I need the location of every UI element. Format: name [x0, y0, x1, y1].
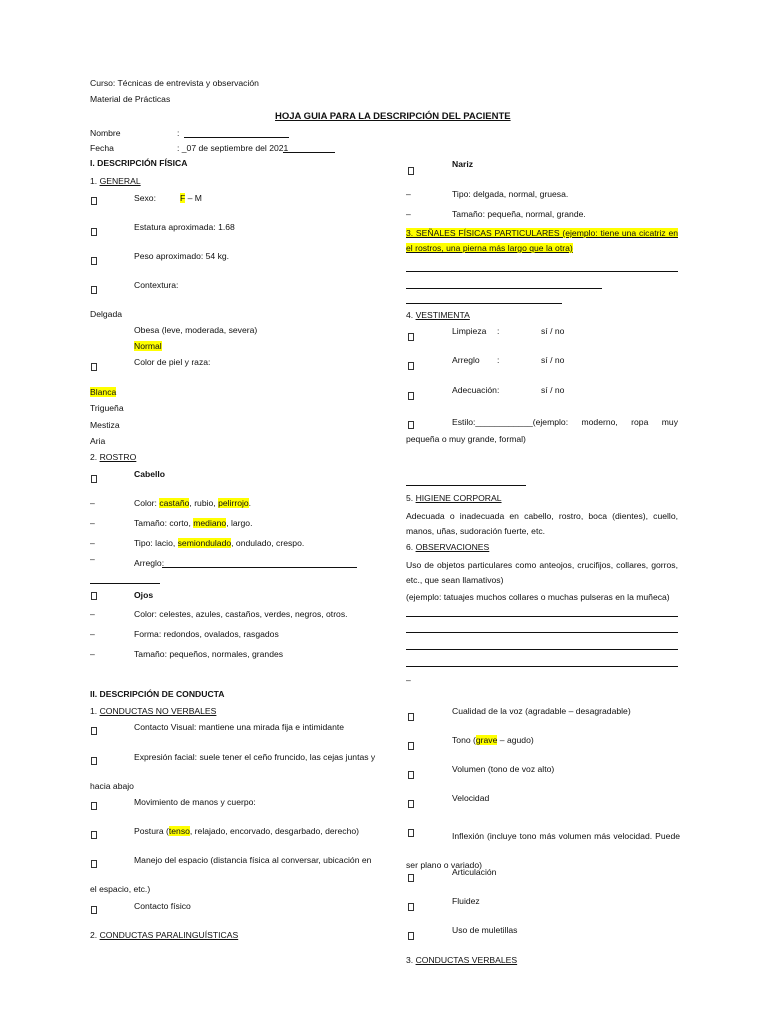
observaciones-text: Uso de objetos particulares como anteojos, crucifijos, collares, gorros, etc., que sean llamativos)	[406, 560, 678, 585]
senales-field[interactable]	[406, 288, 602, 289]
adecuacion-label: Adecuación	[452, 385, 497, 395]
checkbox-icon[interactable]	[408, 362, 414, 370]
arreglo-field[interactable]	[162, 567, 357, 568]
fecha-value: : _07 de septiembre del 2021	[177, 143, 289, 153]
fecha-label: Fecha	[90, 143, 114, 153]
hacia-abajo-text: hacia abajo	[90, 781, 134, 791]
fecha-field[interactable]	[283, 152, 335, 153]
observaciones-field[interactable]	[406, 649, 678, 650]
checkbox-icon[interactable]	[91, 860, 97, 868]
aria-option: Aria	[90, 436, 106, 446]
fluidez-text: Fluidez	[452, 896, 480, 906]
estilo-text: Estilo:____________(ejemplo: moderno, ropa muy pequeña o muy grande, formal)	[406, 417, 678, 444]
observaciones-example: (ejemplo: tatuajes muchos collares o muchas pulseras en la muñeca)	[406, 592, 670, 602]
nombre-field[interactable]	[184, 137, 289, 138]
no-verbales-heading: 1. CONDUCTAS NO VERBALES	[90, 706, 217, 716]
checkbox-icon[interactable]	[91, 831, 97, 839]
paralinguisticas-heading: 2. CONDUCTAS PARALINGUÍSTICAS	[90, 930, 239, 940]
sexo-value: F – M	[180, 193, 202, 203]
cabello-color: Color: castaño, rubio, pelirrojo.	[134, 498, 252, 508]
delgada-option: Delgada	[90, 309, 123, 319]
observaciones-field[interactable]	[406, 616, 678, 617]
section-descripcion-conducta: II. DESCRIPCIÓN DE CONDUCTA	[90, 689, 225, 699]
nariz-tipo: Tipo: delgada, normal, gruesa.	[452, 189, 569, 199]
ojos-forma: Forma: redondos, ovalados, rasgados	[134, 629, 279, 639]
checkbox-icon[interactable]	[408, 742, 414, 750]
dash-icon: –	[90, 518, 95, 528]
postura-text: Postura (tenso, relajado, encorvado, desgarbado, derecho)	[134, 826, 360, 836]
dash-icon: –	[406, 209, 411, 219]
higiene-heading: 5. HIGIENE CORPORAL	[406, 493, 502, 503]
senales-field[interactable]	[406, 303, 562, 304]
checkbox-icon[interactable]	[408, 800, 414, 808]
checkbox-icon[interactable]	[91, 197, 97, 205]
ojos-tamano: Tamaño: pequeños, normales, grandes	[134, 649, 284, 659]
checkbox-icon[interactable]	[91, 802, 97, 810]
checkbox-icon[interactable]	[91, 228, 97, 236]
checkbox-icon[interactable]	[408, 392, 414, 400]
movimiento-text: Movimiento de manos y cuerpo:	[134, 797, 256, 807]
dash-icon: –	[90, 538, 95, 548]
checkbox-icon[interactable]	[91, 592, 97, 600]
nombre-label: Nombre	[90, 128, 121, 138]
arreglo-field-cont[interactable]	[90, 583, 160, 584]
nariz-label: Nariz	[452, 159, 474, 169]
dash-icon: –	[90, 498, 95, 508]
cabello-tamano: Tamaño: corto, mediano, largo.	[134, 518, 253, 528]
dash-icon: –	[90, 649, 95, 659]
checkbox-icon[interactable]	[91, 906, 97, 914]
espacio-text: el espacio, etc.)	[90, 884, 151, 894]
muletillas-text: Uso de muletillas	[452, 925, 518, 935]
adecuacion-value: sí / no	[541, 385, 565, 395]
mestiza-option: Mestiza	[90, 420, 120, 430]
inflexion-text: Inflexión (incluye tono más volumen más velocidad. Puede ser plano o variado)	[406, 831, 680, 870]
limpieza-value: sí / no	[541, 326, 565, 336]
velocidad-text: Velocidad	[452, 793, 490, 803]
observaciones-field[interactable]	[406, 632, 678, 633]
general-heading: 1. GENERAL	[90, 176, 141, 186]
checkbox-icon[interactable]	[408, 713, 414, 721]
ojos-label: Ojos	[134, 590, 154, 600]
dash-icon: –	[90, 609, 95, 619]
checkbox-icon[interactable]	[408, 771, 414, 779]
verbales-heading: 3. CONDUCTAS VERBALES	[406, 955, 518, 965]
higiene-text: Adecuada o inadecuada en cabello, rostro, boca (dientes), cuello, manos, uñas, sudoración fuerte, etc.	[406, 511, 678, 536]
senales-field[interactable]	[406, 271, 678, 272]
contacto-fisico-text: Contacto físico	[134, 901, 191, 911]
cabello-label: Cabello	[134, 469, 166, 479]
cabello-tipo: Tipo: lacio, semiondulado, ondulado, crespo.	[134, 538, 305, 548]
checkbox-icon[interactable]	[408, 167, 414, 175]
adecuacion-sep: :	[497, 385, 500, 395]
dash-icon: –	[90, 629, 95, 639]
observaciones-heading: 6. OBSERVACIONES	[406, 542, 490, 552]
contacto-visual-text: Contacto Visual: mantiene una mirada fija e intimidante	[134, 722, 345, 732]
checkbox-icon[interactable]	[408, 333, 414, 341]
arreglo-value: sí / no	[541, 355, 565, 365]
color-piel-label: Color de piel y raza:	[134, 357, 211, 367]
dash-icon: –	[406, 189, 411, 199]
limpieza-sep: :	[497, 326, 500, 336]
nariz-tamano: Tamaño: pequeña, normal, grande.	[452, 209, 586, 219]
limpieza-label: Limpieza	[452, 326, 487, 336]
dash-icon: –	[90, 554, 95, 564]
checkbox-icon[interactable]	[91, 475, 97, 483]
checkbox-icon[interactable]	[91, 757, 97, 765]
checkbox-icon[interactable]	[91, 363, 97, 371]
senales-heading: 3. SEÑALES FÍSICAS PARTICULARES (ejemplo: tiene una cicatriz en el rostros, una pierna más largo que la otra)	[406, 228, 678, 253]
material-label: Material de Prácticas	[90, 94, 171, 104]
volumen-text: Volumen (tono de voz alto)	[452, 764, 555, 774]
nombre-sep: :	[177, 128, 180, 138]
tono-text: Tono (grave – agudo)	[452, 735, 534, 745]
checkbox-icon[interactable]	[91, 286, 97, 294]
ojos-color: Color: celestes, azules, castaños, verdes, negros, otros.	[134, 609, 348, 619]
contextura-label: Contextura:	[134, 280, 179, 290]
obesa-option: Obesa (leve, moderada, severa)	[134, 325, 258, 335]
expresion-text: Expresión facial: suele tener el ceño fruncido, las cejas juntas y	[134, 752, 376, 762]
sexo-label: Sexo:	[134, 193, 156, 203]
cabello-arreglo: Arreglo:	[134, 558, 165, 568]
estatura-text: Estatura aproximada: 1.68	[134, 222, 235, 232]
vestimenta-heading: 4. VESTIMENTA	[406, 310, 470, 320]
rostro-heading: 2. ROSTRO	[90, 452, 137, 462]
manejo-text: Manejo del espacio (distancia física al conversar, ubicación en	[134, 855, 372, 865]
peso-text: Peso aproximado: 54 kg.	[134, 251, 230, 261]
checkbox-icon[interactable]	[91, 727, 97, 735]
checkbox-icon[interactable]	[408, 932, 414, 940]
checkbox-icon[interactable]	[91, 257, 97, 265]
arreglo-sep: :	[497, 355, 500, 365]
normal-option: Normal	[134, 341, 162, 351]
checkbox-icon[interactable]	[408, 874, 414, 882]
blanca-option: Blanca	[90, 387, 117, 397]
checkbox-icon[interactable]	[408, 903, 414, 911]
page-title: HOJA GUIA PARA LA DESCRIPCIÓN DEL PACIENTE	[275, 111, 511, 122]
section-descripcion-fisica: I. DESCRIPCIÓN FÍSICA	[90, 158, 188, 168]
cualidad-voz-text: Cualidad de la voz (agradable – desagradable)	[452, 706, 631, 716]
arreglo-label: Arreglo	[452, 355, 480, 365]
course-label: Curso: Técnicas de entrevista y observación	[90, 78, 259, 88]
observaciones-field[interactable]	[406, 666, 678, 667]
dash-icon: –	[406, 675, 411, 685]
estilo-field[interactable]	[406, 485, 526, 486]
articulacion-text: Articulación	[452, 867, 497, 877]
triguena-option: Trigueña	[90, 403, 124, 413]
